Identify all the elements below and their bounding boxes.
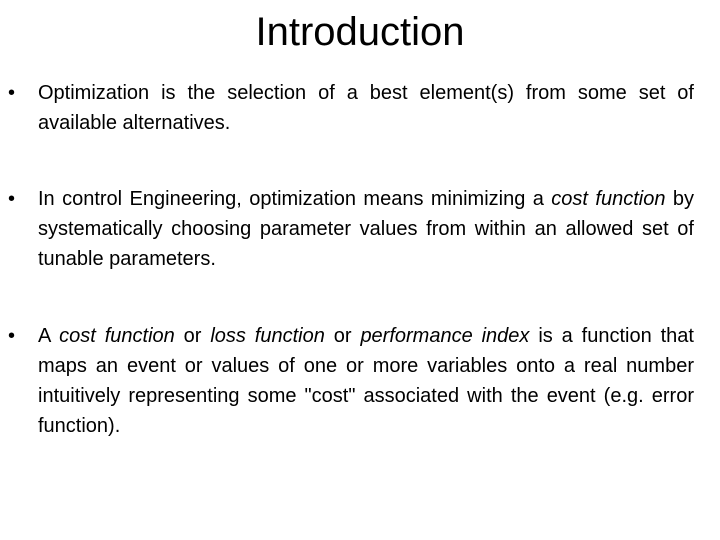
bullet-icon: • [8,325,16,347]
bullet-item-control-engineering [8,184,694,274]
bullet-text-part: or [324,325,361,347]
emphasis-cost-function: cost function [59,325,175,347]
bullet-text-part: by systematically choosing parameter values from within an allowed set of tunable parameters. [38,188,694,270]
bullet-text-part: or [174,325,211,347]
bullet-text-part: is a function that maps an event or values of one or more variables onto a real number intuitively representing some "cost" associated with the event (e.g. error function). [38,325,694,437]
slide-title: Introduction [255,10,465,54]
bullet-text-part: A [38,325,60,347]
bullet-icon: • [8,188,16,210]
emphasis-performance-index: performance index [360,325,530,347]
bullet-text: Optimization is the selection of a best element(s) from some set of available alternatives. [38,82,694,134]
bullet-icon: • [8,82,16,104]
emphasis-cost-function: cost function [551,188,666,210]
bullet-text-part: In control Engineering, optimization means minimizing a [38,188,552,210]
bullet-item-cost-function-definition [8,321,694,441]
bullet-item-optimization [8,78,694,138]
emphasis-loss-function: loss function [210,325,325,347]
